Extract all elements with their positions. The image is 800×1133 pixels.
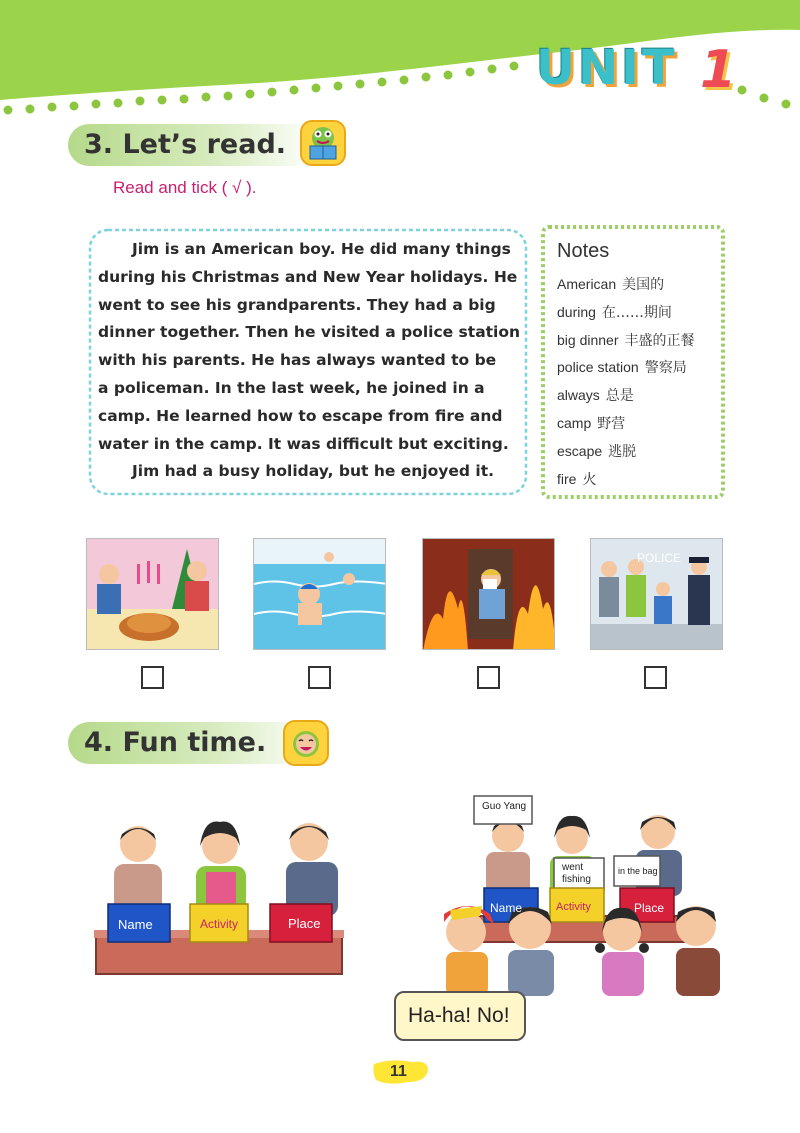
instruction-text: Read and tick ( √ ). xyxy=(113,178,257,197)
passage-line: camp. He learned how to escape from fire and xyxy=(98,406,503,425)
reading-passage xyxy=(98,236,524,486)
passage-line: Jim is an American boy. He did many things xyxy=(132,240,511,258)
note-item xyxy=(557,271,722,299)
section4-title: 4. Fun time. xyxy=(84,727,267,758)
right-card-place: Place xyxy=(634,901,665,915)
note-zh: 在……期间 xyxy=(601,304,672,321)
left-card-name: Name xyxy=(118,917,153,932)
note-zh: 警察局 xyxy=(644,360,687,377)
passage-line: a policeman. In the last week, he joined in a xyxy=(98,378,485,397)
note-zh: 逃脱 xyxy=(608,443,637,460)
passage-line: during his Christmas and New Year holidays. He xyxy=(98,267,518,286)
note-en: American xyxy=(557,276,617,292)
note-en: always xyxy=(557,387,600,404)
passage-line: Jim had a busy holiday, but he enjoyed it. xyxy=(132,462,495,481)
passage-line: with his parents. He has always wanted to be xyxy=(98,351,497,370)
right-card-activity: Activity xyxy=(556,901,591,913)
police-station-picture xyxy=(590,538,723,650)
passage-line: water in the camp. It was difficult but exciting. xyxy=(98,434,509,453)
laughing-boy-icon xyxy=(283,720,329,766)
note-zh: 野营 xyxy=(597,415,626,432)
passage-line: dinner together. Then he visited a police station xyxy=(98,323,521,342)
note-item xyxy=(557,410,722,438)
family-dinner-picture xyxy=(86,538,219,650)
note-en: big dinner xyxy=(557,331,619,348)
guessing-game-scene xyxy=(430,792,740,1002)
section4-heading xyxy=(68,722,318,764)
note-zh: 丰盛的正餐 xyxy=(624,332,695,349)
note-item xyxy=(557,438,722,466)
note-zh: 总是 xyxy=(605,388,634,405)
fire-escape-picture xyxy=(422,538,555,650)
tick-box-4[interactable] xyxy=(644,666,667,689)
note-item xyxy=(557,354,722,382)
note-item xyxy=(557,466,722,494)
note-zh: 美国的 xyxy=(622,277,665,293)
reading-frog-icon xyxy=(300,120,346,166)
notes-list xyxy=(557,271,722,493)
section3-heading xyxy=(68,124,318,166)
speech-text: Ha-ha! No! xyxy=(408,1004,510,1027)
note-en: camp xyxy=(557,414,592,431)
police-sign: POLICE xyxy=(637,551,682,565)
held-card-went-fishing: went fishing xyxy=(562,862,591,885)
swimming-picture xyxy=(253,538,386,650)
right-card-name: Name xyxy=(490,901,523,915)
note-item xyxy=(557,382,722,410)
note-item xyxy=(557,299,722,327)
tick-box-2[interactable] xyxy=(308,666,331,689)
note-en: fire xyxy=(557,470,577,487)
note-en: police station xyxy=(557,359,639,376)
note-zh: 火 xyxy=(582,471,597,488)
left-card-activity: Activity xyxy=(200,917,239,931)
section3-title: 3. Let’s read. xyxy=(84,129,287,160)
left-card-place: Place xyxy=(288,916,321,931)
unit-title: UNIT xyxy=(536,40,678,96)
note-en: during xyxy=(557,303,596,320)
tick-box-1[interactable] xyxy=(141,666,164,689)
game-table-scene xyxy=(94,812,344,978)
note-en: escape xyxy=(557,442,603,459)
tick-box-3[interactable] xyxy=(477,666,500,689)
passage-line: went to see his grandparents. They had a big xyxy=(98,295,496,314)
header-band xyxy=(0,0,800,120)
held-card-in-the-bag: in the bag xyxy=(618,866,658,876)
unit-number: 1 xyxy=(700,40,737,100)
note-item xyxy=(557,327,722,355)
page-number: 11 xyxy=(390,1063,407,1080)
held-card-guo-yang: Guo Yang xyxy=(482,801,527,812)
notes-title: Notes xyxy=(557,240,610,262)
